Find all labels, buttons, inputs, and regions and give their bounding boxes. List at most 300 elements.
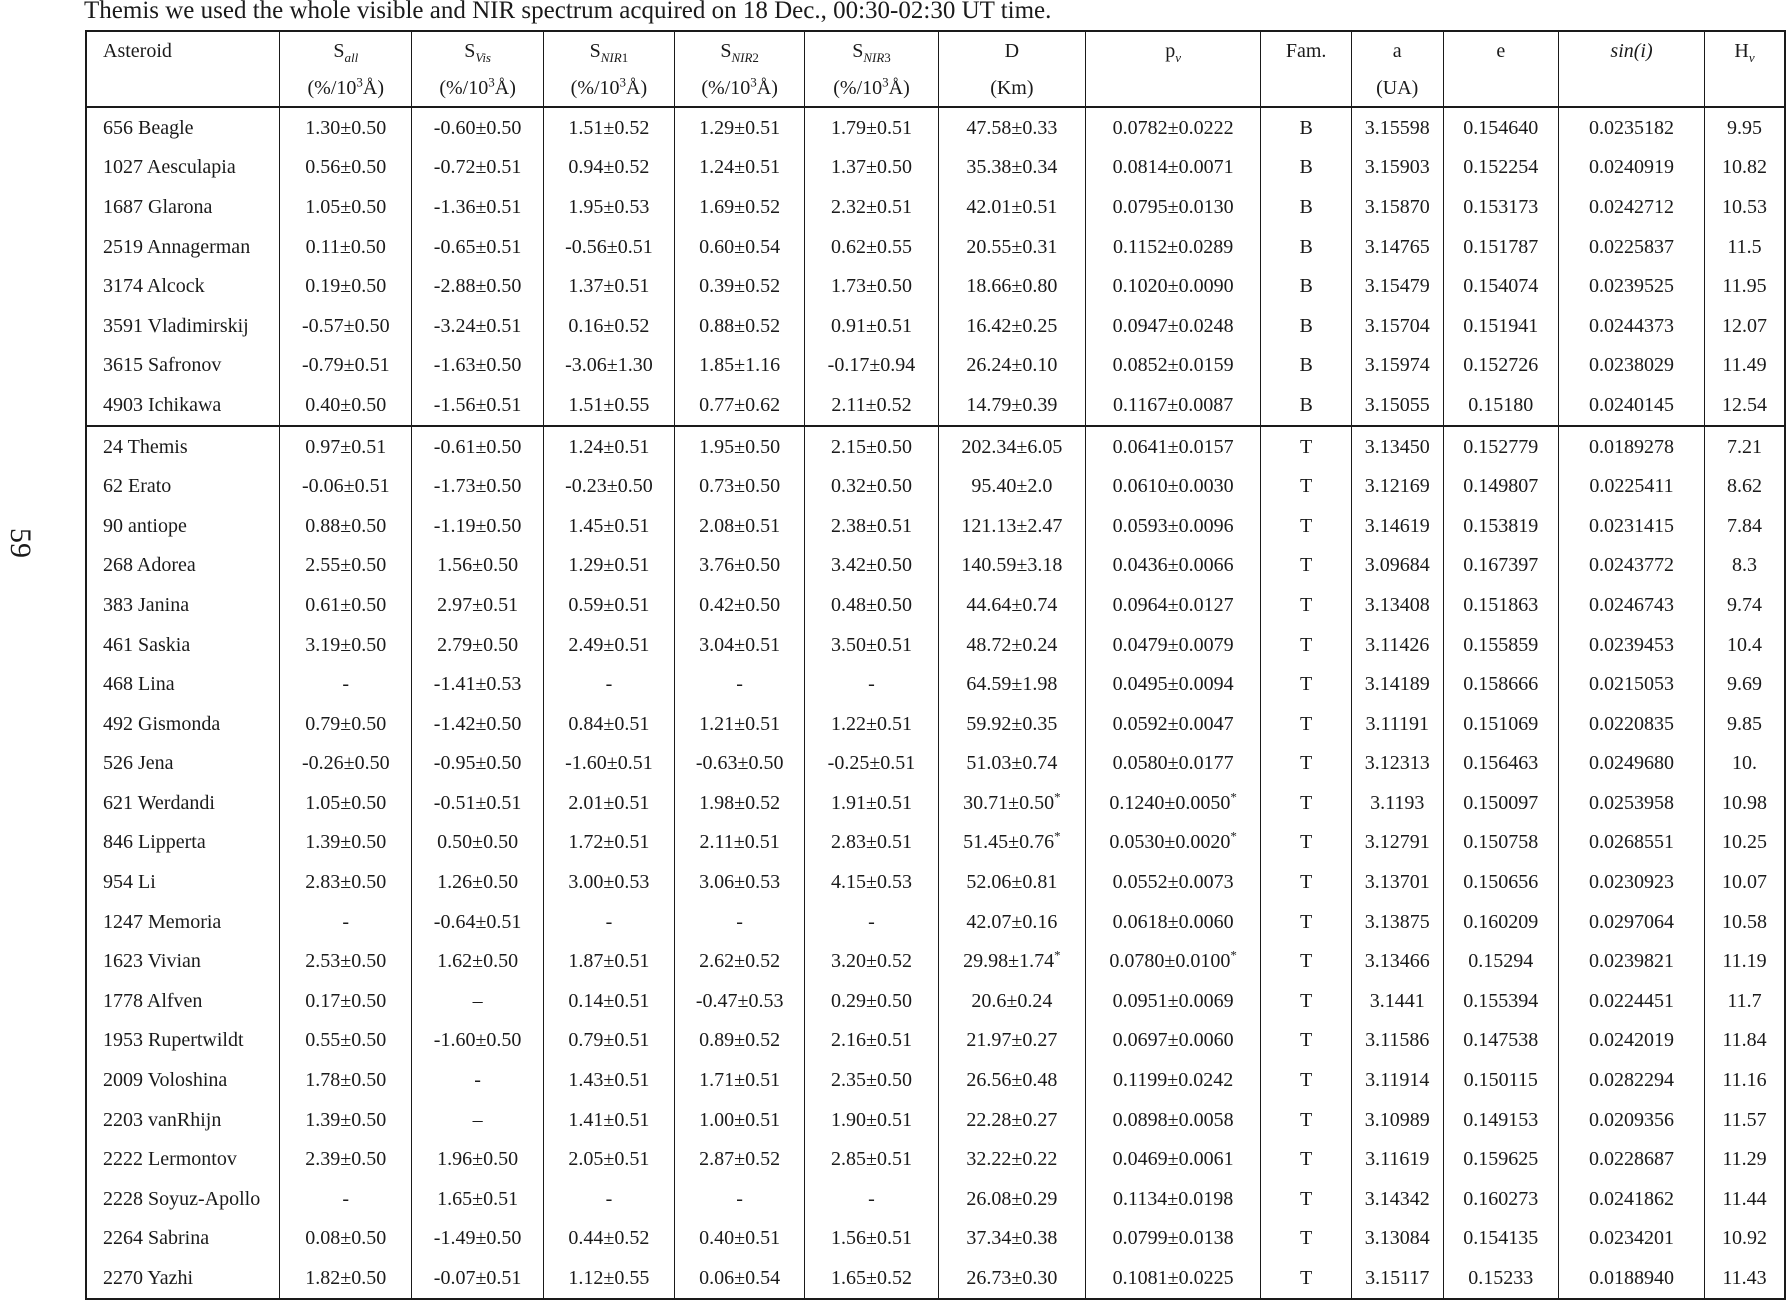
albedo-cell: 0.0814±0.0071 xyxy=(1085,148,1260,188)
albedo-cell: 0.0697±0.0060 xyxy=(1085,1021,1260,1061)
table-row xyxy=(86,346,1785,386)
semimajor-axis-cell: 3.11914 xyxy=(1351,1060,1443,1100)
asteroid-name-cell: 468 Lina xyxy=(103,673,175,696)
s-vis-cell: – xyxy=(412,981,543,1021)
header-e: e xyxy=(1443,31,1558,69)
s-nir3-cell: 3.42±0.50 xyxy=(805,546,939,586)
table-row xyxy=(86,1179,1785,1219)
semimajor-axis-cell: 3.15903 xyxy=(1351,148,1443,188)
s-nir2-cell: 1.71±0.51 xyxy=(675,1060,805,1100)
s-all-cell: 1.30±0.50 xyxy=(280,107,412,148)
albedo-cell: 0.0610±0.0030 xyxy=(1085,466,1260,506)
s-all-cell: 1.05±0.50 xyxy=(280,783,412,823)
diameter-cell: 59.92±0.35 xyxy=(938,704,1085,744)
albedo-cell: 0.1134±0.0198 xyxy=(1085,1179,1260,1219)
s-nir3-cell: 1.91±0.51 xyxy=(805,783,939,823)
albedo-cell: 0.0780±0.0100* xyxy=(1085,941,1260,981)
eccentricity-cell: 0.15180 xyxy=(1443,385,1558,426)
albedo-cell: 0.0592±0.0047 xyxy=(1085,704,1260,744)
eccentricity-cell: 0.152254 xyxy=(1443,148,1558,188)
s-all-cell: 1.39±0.50 xyxy=(280,823,412,863)
sin-i-cell: 0.0253958 xyxy=(1559,783,1705,823)
table-row xyxy=(86,1100,1785,1140)
eccentricity-cell: 0.153819 xyxy=(1443,506,1558,546)
s-nir2-cell: 1.85±1.16 xyxy=(675,346,805,386)
s-nir3-cell: 1.56±0.51 xyxy=(805,1219,939,1259)
albedo-cell: 0.0593±0.0096 xyxy=(1085,506,1260,546)
table-row xyxy=(86,664,1785,704)
s-all-cell: 0.88±0.50 xyxy=(280,506,412,546)
s-nir2-cell: 2.11±0.51 xyxy=(675,823,805,863)
family-cell: B xyxy=(1261,385,1352,426)
s-nir1-cell: 1.95±0.53 xyxy=(543,187,674,227)
s-all-cell: 0.97±0.51 xyxy=(280,426,412,467)
s-vis-cell: 1.96±0.50 xyxy=(412,1139,543,1179)
family-cell: T xyxy=(1261,823,1352,863)
s-nir1-cell: 1.43±0.51 xyxy=(543,1060,674,1100)
s-nir1-cell: -0.56±0.51 xyxy=(543,227,674,267)
asteroid-name-cell: 90 antiope xyxy=(103,514,187,537)
s-nir1-cell: - xyxy=(543,902,674,942)
table-row xyxy=(86,783,1785,823)
asteroid-name-cell: 62 Erato xyxy=(103,475,172,498)
header-hv: $H_v$ xyxy=(1705,31,1785,69)
family-cell: T xyxy=(1261,1258,1352,1299)
family-cell: T xyxy=(1261,981,1352,1021)
s-nir1-cell: 1.45±0.51 xyxy=(543,506,674,546)
s-nir3-cell: 1.73±0.50 xyxy=(805,266,939,306)
s-all-cell: - xyxy=(280,664,412,704)
table-row xyxy=(86,385,1785,426)
s-nir1-cell: 0.79±0.51 xyxy=(543,1021,674,1061)
s-all-cell: 1.82±0.50 xyxy=(280,1258,412,1299)
eccentricity-cell: 0.160209 xyxy=(1443,902,1558,942)
s-all-cell: 0.55±0.50 xyxy=(280,1021,412,1061)
s-vis-cell: -0.51±0.51 xyxy=(412,783,543,823)
page-number: 59 xyxy=(4,528,37,558)
diameter-cell: 95.40±2.0 xyxy=(938,466,1085,506)
asteroid-name-cell: 3174 Alcock xyxy=(103,275,205,298)
s-vis-cell: -1.60±0.50 xyxy=(412,1021,543,1061)
sin-i-cell: 0.0282294 xyxy=(1559,1060,1705,1100)
albedo-cell: 0.0799±0.0138 xyxy=(1085,1219,1260,1259)
eccentricity-cell: 0.159625 xyxy=(1443,1139,1558,1179)
semimajor-axis-cell: 3.13450 xyxy=(1351,426,1443,467)
sin-i-cell: 0.0297064 xyxy=(1559,902,1705,942)
s-all-cell: 0.61±0.50 xyxy=(280,585,412,625)
s-nir2-cell: 0.06±0.54 xyxy=(675,1258,805,1299)
s-nir2-cell: 0.77±0.62 xyxy=(675,385,805,426)
hv-cell: 10.25 xyxy=(1705,823,1785,863)
s-nir3-cell: 2.15±0.50 xyxy=(805,426,939,467)
diameter-cell: 37.34±0.38 xyxy=(938,1219,1085,1259)
table-row xyxy=(86,704,1785,744)
asteroid-name-cell: 383 Janina xyxy=(103,593,190,616)
eccentricity-cell: 0.152779 xyxy=(1443,426,1558,467)
s-nir3-cell: 1.79±0.51 xyxy=(805,107,939,148)
albedo-cell: 0.0530±0.0020* xyxy=(1085,823,1260,863)
header-unit-s-vis: $(\%/10^3Å)$ xyxy=(412,69,543,107)
s-vis-cell: -1.36±0.51 xyxy=(412,187,543,227)
s-nir2-cell: 0.60±0.54 xyxy=(675,227,805,267)
semimajor-axis-cell: 3.15974 xyxy=(1351,346,1443,386)
eccentricity-cell: 0.150115 xyxy=(1443,1060,1558,1100)
hv-cell: 11.49 xyxy=(1705,346,1785,386)
sin-i-cell: 0.0224451 xyxy=(1559,981,1705,1021)
s-vis-cell: 2.97±0.51 xyxy=(412,585,543,625)
sin-i-cell: 0.0246743 xyxy=(1559,585,1705,625)
semimajor-axis-cell: 3.1441 xyxy=(1351,981,1443,1021)
albedo-cell: 0.0964±0.0127 xyxy=(1085,585,1260,625)
semimajor-axis-cell: 3.15055 xyxy=(1351,385,1443,426)
s-all-cell: -0.79±0.51 xyxy=(280,346,412,386)
s-nir2-cell: 0.88±0.52 xyxy=(675,306,805,346)
s-nir3-cell: 1.37±0.50 xyxy=(805,148,939,188)
hv-cell: 9.69 xyxy=(1705,664,1785,704)
s-nir2-cell: - xyxy=(675,664,805,704)
hv-cell: 9.85 xyxy=(1705,704,1785,744)
diameter-cell: 21.97±0.27 xyxy=(938,1021,1085,1061)
sin-i-cell: 0.0230923 xyxy=(1559,862,1705,902)
header-unit-d: (Km) xyxy=(938,69,1085,107)
s-nir3-cell: 2.16±0.51 xyxy=(805,1021,939,1061)
s-nir2-cell: 1.98±0.52 xyxy=(675,783,805,823)
albedo-cell: 0.0782±0.0222 xyxy=(1085,107,1260,148)
s-nir1-cell: -0.23±0.50 xyxy=(543,466,674,506)
table-caption: Themis we used the whole visible and NIR spectrum acquired on 18 Dec., 00:30-02:30 UT time. xyxy=(84,0,1052,24)
asteroid-name-cell: 2222 Lermontov xyxy=(103,1148,237,1171)
s-all-cell: 1.39±0.50 xyxy=(280,1100,412,1140)
eccentricity-cell: 0.150097 xyxy=(1443,783,1558,823)
s-nir3-cell: - xyxy=(805,902,939,942)
header-s-all: $S_{all}$ xyxy=(280,31,412,69)
header-units-row xyxy=(86,69,1785,107)
s-nir2-cell: 2.08±0.51 xyxy=(675,506,805,546)
asteroid-name-cell: 2519 Annagerman xyxy=(103,235,251,258)
s-nir3-cell: 2.32±0.51 xyxy=(805,187,939,227)
s-nir2-cell: -0.47±0.53 xyxy=(675,981,805,1021)
s-vis-cell: -1.41±0.53 xyxy=(412,664,543,704)
diameter-cell: 18.66±0.80 xyxy=(938,266,1085,306)
hv-cell: 9.74 xyxy=(1705,585,1785,625)
s-nir3-cell: 2.35±0.50 xyxy=(805,1060,939,1100)
semimajor-axis-cell: 3.11586 xyxy=(1351,1021,1443,1061)
semimajor-axis-cell: 3.15479 xyxy=(1351,266,1443,306)
table-row xyxy=(86,1258,1785,1299)
semimajor-axis-cell: 3.13084 xyxy=(1351,1219,1443,1259)
s-nir1-cell: 1.51±0.55 xyxy=(543,385,674,426)
s-nir2-cell: 0.73±0.50 xyxy=(675,466,805,506)
s-nir1-cell: 2.05±0.51 xyxy=(543,1139,674,1179)
s-vis-cell: 2.79±0.50 xyxy=(412,625,543,665)
s-nir1-cell: - xyxy=(543,664,674,704)
semimajor-axis-cell: 3.10989 xyxy=(1351,1100,1443,1140)
semimajor-axis-cell: 3.13875 xyxy=(1351,902,1443,942)
s-nir2-cell: 1.24±0.51 xyxy=(675,148,805,188)
header-sini: sin(i) xyxy=(1559,31,1705,69)
albedo-cell: 0.0898±0.0058 xyxy=(1085,1100,1260,1140)
eccentricity-cell: 0.154074 xyxy=(1443,266,1558,306)
semimajor-axis-cell: 3.14189 xyxy=(1351,664,1443,704)
eccentricity-cell: 0.158666 xyxy=(1443,664,1558,704)
header-s-nir3: $S_{NIR3}$ xyxy=(805,31,939,69)
semimajor-axis-cell: 3.15117 xyxy=(1351,1258,1443,1299)
s-nir1-cell: 0.14±0.51 xyxy=(543,981,674,1021)
hv-cell: 11.16 xyxy=(1705,1060,1785,1100)
family-cell: T xyxy=(1261,546,1352,586)
albedo-cell: 0.0951±0.0069 xyxy=(1085,981,1260,1021)
s-nir2-cell: 0.39±0.52 xyxy=(675,266,805,306)
header-a: a xyxy=(1351,31,1443,69)
s-nir2-cell: 3.76±0.50 xyxy=(675,546,805,586)
eccentricity-cell: 0.154640 xyxy=(1443,107,1558,148)
s-nir1-cell: -3.06±1.30 xyxy=(543,346,674,386)
s-vis-cell: -0.61±0.50 xyxy=(412,426,543,467)
asteroid-name-cell: 3615 Safronov xyxy=(103,354,222,377)
hv-cell: 11.43 xyxy=(1705,1258,1785,1299)
diameter-cell: 47.58±0.33 xyxy=(938,107,1085,148)
hv-cell: 11.95 xyxy=(1705,266,1785,306)
diameter-cell: 52.06±0.81 xyxy=(938,862,1085,902)
table-row xyxy=(86,107,1785,148)
s-nir1-cell: 2.01±0.51 xyxy=(543,783,674,823)
s-nir1-cell: 0.84±0.51 xyxy=(543,704,674,744)
albedo-cell: 0.0618±0.0060 xyxy=(1085,902,1260,942)
s-nir2-cell: -0.63±0.50 xyxy=(675,744,805,784)
table-row xyxy=(86,1139,1785,1179)
diameter-cell: 64.59±1.98 xyxy=(938,664,1085,704)
diameter-cell: 44.64±0.74 xyxy=(938,585,1085,625)
diameter-cell: 51.45±0.76* xyxy=(938,823,1085,863)
header-unit-fam xyxy=(1261,69,1352,107)
albedo-cell: 0.0436±0.0066 xyxy=(1085,546,1260,586)
eccentricity-cell: 0.151941 xyxy=(1443,306,1558,346)
diameter-cell: 29.98±1.74* xyxy=(938,941,1085,981)
hv-cell: 10. xyxy=(1705,744,1785,784)
diameter-cell: 42.07±0.16 xyxy=(938,902,1085,942)
s-nir1-cell: 0.44±0.52 xyxy=(543,1219,674,1259)
s-nir2-cell: - xyxy=(675,902,805,942)
diameter-cell: 26.24±0.10 xyxy=(938,346,1085,386)
family-cell: B xyxy=(1261,266,1352,306)
eccentricity-cell: 0.147538 xyxy=(1443,1021,1558,1061)
family-cell: B xyxy=(1261,227,1352,267)
eccentricity-cell: 0.167397 xyxy=(1443,546,1558,586)
asteroid-name-cell: 2203 vanRhijn xyxy=(103,1108,222,1131)
s-all-cell: -0.57±0.50 xyxy=(280,306,412,346)
s-nir3-cell: 1.90±0.51 xyxy=(805,1100,939,1140)
family-cell: B xyxy=(1261,187,1352,227)
s-nir3-cell: 2.83±0.51 xyxy=(805,823,939,863)
semimajor-axis-cell: 3.12313 xyxy=(1351,744,1443,784)
family-cell: T xyxy=(1261,1179,1352,1219)
albedo-cell: 0.1199±0.0242 xyxy=(1085,1060,1260,1100)
family-cell: T xyxy=(1261,1100,1352,1140)
s-all-cell: - xyxy=(280,1179,412,1219)
sin-i-cell: 0.0225837 xyxy=(1559,227,1705,267)
s-nir1-cell: 1.87±0.51 xyxy=(543,941,674,981)
s-nir1-cell: 1.24±0.51 xyxy=(543,426,674,467)
s-nir1-cell: 1.41±0.51 xyxy=(543,1100,674,1140)
sin-i-cell: 0.0243772 xyxy=(1559,546,1705,586)
header-unit-s-nir1: $(\%/10^3Å)$ xyxy=(543,69,674,107)
diameter-cell: 14.79±0.39 xyxy=(938,385,1085,426)
s-nir1-cell: 1.29±0.51 xyxy=(543,546,674,586)
sin-i-cell: 0.0235182 xyxy=(1559,107,1705,148)
hv-cell: 10.58 xyxy=(1705,902,1785,942)
semimajor-axis-cell: 3.09684 xyxy=(1351,546,1443,586)
family-cell: T xyxy=(1261,862,1352,902)
semimajor-axis-cell: 3.14619 xyxy=(1351,506,1443,546)
eccentricity-cell: 0.152726 xyxy=(1443,346,1558,386)
semimajor-axis-cell: 3.15704 xyxy=(1351,306,1443,346)
table-body xyxy=(86,107,1785,1299)
hv-cell: 10.82 xyxy=(1705,148,1785,188)
hv-cell: 10.98 xyxy=(1705,783,1785,823)
asteroid-name-cell: 492 Gismonda xyxy=(103,712,221,735)
asteroid-name-cell: 2264 Sabrina xyxy=(103,1227,210,1250)
family-cell: T xyxy=(1261,1139,1352,1179)
eccentricity-cell: 0.15233 xyxy=(1443,1258,1558,1299)
hv-cell: 10.4 xyxy=(1705,625,1785,665)
table-row xyxy=(86,266,1785,306)
asteroid-name-cell: 656 Beagle xyxy=(103,116,194,139)
eccentricity-cell: 0.151069 xyxy=(1443,704,1558,744)
s-nir3-cell: 1.65±0.52 xyxy=(805,1258,939,1299)
albedo-cell: 0.0580±0.0177 xyxy=(1085,744,1260,784)
asteroid-name-cell: 1623 Vivian xyxy=(103,950,201,973)
hv-cell: 8.3 xyxy=(1705,546,1785,586)
eccentricity-cell: 0.155394 xyxy=(1443,981,1558,1021)
s-vis-cell: 1.56±0.50 xyxy=(412,546,543,586)
family-cell: T xyxy=(1261,941,1352,981)
sin-i-cell: 0.0220835 xyxy=(1559,704,1705,744)
s-nir1-cell: 1.37±0.51 xyxy=(543,266,674,306)
hv-cell: 8.62 xyxy=(1705,466,1785,506)
hv-cell: 10.92 xyxy=(1705,1219,1785,1259)
family-cell: T xyxy=(1261,744,1352,784)
s-nir2-cell: 1.95±0.50 xyxy=(675,426,805,467)
diameter-cell: 20.6±0.24 xyxy=(938,981,1085,1021)
diameter-cell: 26.08±0.29 xyxy=(938,1179,1085,1219)
s-nir3-cell: - xyxy=(805,664,939,704)
sin-i-cell: 0.0240145 xyxy=(1559,385,1705,426)
hv-cell: 11.5 xyxy=(1705,227,1785,267)
s-all-cell: -0.26±0.50 xyxy=(280,744,412,784)
s-all-cell: 2.39±0.50 xyxy=(280,1139,412,1179)
family-cell: B xyxy=(1261,148,1352,188)
s-vis-cell: -1.63±0.50 xyxy=(412,346,543,386)
asteroid-name-cell: 24 Themis xyxy=(86,426,280,467)
semimajor-axis-cell: 3.13466 xyxy=(1351,941,1443,981)
header-unit-s-nir3: $(\%/10^3Å)$ xyxy=(805,69,939,107)
diameter-cell: 202.34±6.05 xyxy=(938,426,1085,467)
family-cell: T xyxy=(1261,1219,1352,1259)
s-nir2-cell: 2.62±0.52 xyxy=(675,941,805,981)
header-unit-sini xyxy=(1559,69,1705,107)
s-all-cell: 0.40±0.50 xyxy=(280,385,412,426)
diameter-cell: 26.73±0.30 xyxy=(938,1258,1085,1299)
s-all-cell: 0.11±0.50 xyxy=(280,227,412,267)
table-row xyxy=(86,862,1785,902)
s-nir1-cell: -1.60±0.51 xyxy=(543,744,674,784)
s-vis-cell: -1.49±0.50 xyxy=(412,1219,543,1259)
asteroid-name-cell: 846 Lipperta xyxy=(103,831,206,854)
s-nir1-cell: 1.72±0.51 xyxy=(543,823,674,863)
s-vis-cell: -0.60±0.50 xyxy=(412,107,543,148)
family-cell: T xyxy=(1261,1060,1352,1100)
family-cell: T xyxy=(1261,1021,1352,1061)
eccentricity-cell: 0.160273 xyxy=(1443,1179,1558,1219)
s-nir3-cell: 4.15±0.53 xyxy=(805,862,939,902)
table-row xyxy=(86,306,1785,346)
hv-cell: 9.95 xyxy=(1705,107,1785,148)
header-s-nir2: $S_{NIR2}$ xyxy=(675,31,805,69)
sin-i-cell: 0.0188940 xyxy=(1559,1258,1705,1299)
s-nir3-cell: 3.50±0.51 xyxy=(805,625,939,665)
sin-i-cell: 0.0238029 xyxy=(1559,346,1705,386)
s-vis-cell: -1.56±0.51 xyxy=(412,385,543,426)
table-row xyxy=(86,981,1785,1021)
table-row xyxy=(86,1021,1785,1061)
asteroid-name-cell: 1027 Aesculapia xyxy=(103,156,236,179)
semimajor-axis-cell: 3.15870 xyxy=(1351,187,1443,227)
s-nir2-cell: 0.42±0.50 xyxy=(675,585,805,625)
header-unit-s-nir2: $(\%/10^3Å)$ xyxy=(675,69,805,107)
s-nir3-cell: 0.29±0.50 xyxy=(805,981,939,1021)
s-nir2-cell: 1.29±0.51 xyxy=(675,107,805,148)
s-nir2-cell: 1.21±0.51 xyxy=(675,704,805,744)
sin-i-cell: 0.0241862 xyxy=(1559,1179,1705,1219)
table-row xyxy=(86,823,1785,863)
s-nir3-cell: 0.91±0.51 xyxy=(805,306,939,346)
sin-i-cell: 0.0249680 xyxy=(1559,744,1705,784)
s-all-cell: 0.56±0.50 xyxy=(280,148,412,188)
hv-cell: 11.57 xyxy=(1705,1100,1785,1140)
hv-cell: 12.07 xyxy=(1705,306,1785,346)
hv-cell: 11.7 xyxy=(1705,981,1785,1021)
s-nir2-cell: 1.69±0.52 xyxy=(675,187,805,227)
s-all-cell: 1.78±0.50 xyxy=(280,1060,412,1100)
hv-cell: 10.07 xyxy=(1705,862,1785,902)
hv-cell: 11.29 xyxy=(1705,1139,1785,1179)
sin-i-cell: 0.0240919 xyxy=(1559,148,1705,188)
header-unit-e xyxy=(1443,69,1558,107)
s-nir3-cell: 0.62±0.55 xyxy=(805,227,939,267)
sin-i-cell: 0.0234201 xyxy=(1559,1219,1705,1259)
s-nir1-cell: 1.12±0.55 xyxy=(543,1258,674,1299)
family-cell: T xyxy=(1261,506,1352,546)
diameter-cell: 42.01±0.51 xyxy=(938,187,1085,227)
albedo-cell: 0.0552±0.0073 xyxy=(1085,862,1260,902)
family-cell: T xyxy=(1261,625,1352,665)
diameter-cell: 35.38±0.34 xyxy=(938,148,1085,188)
table-row xyxy=(86,506,1785,546)
s-all-cell: - xyxy=(280,902,412,942)
s-vis-cell: -0.07±0.51 xyxy=(412,1258,543,1299)
asteroid-name-cell: 526 Jena xyxy=(103,752,174,775)
s-nir3-cell: -0.25±0.51 xyxy=(805,744,939,784)
s-nir2-cell: 0.89±0.52 xyxy=(675,1021,805,1061)
semimajor-axis-cell: 3.11619 xyxy=(1351,1139,1443,1179)
albedo-cell: 0.0852±0.0159 xyxy=(1085,346,1260,386)
s-nir1-cell: 1.51±0.52 xyxy=(543,107,674,148)
asteroid-name-cell: 4903 Ichikawa xyxy=(103,393,222,416)
eccentricity-cell: 0.15294 xyxy=(1443,941,1558,981)
table-row xyxy=(86,744,1785,784)
diameter-cell: 22.28±0.27 xyxy=(938,1100,1085,1140)
s-nir1-cell: 0.16±0.52 xyxy=(543,306,674,346)
